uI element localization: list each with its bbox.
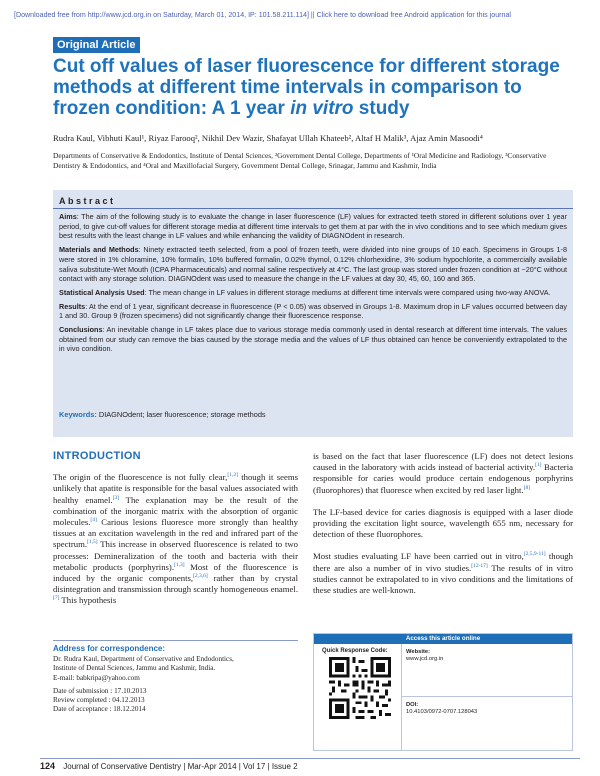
correspondence-email[interactable]: E-mail: babkripa@yahoo.com [53,673,140,682]
correspondence-block [53,640,298,714]
review-date: Review completed : 04.12.2013 [53,696,145,705]
intro-paragraph-2: is based on the fact that laser fluorescence (LF) does not detect lesions caused in the laboratory with acids instead of bacterial activity.[1] Bacteria responsible for caries would produce certain endogenous porphyrins (fluorophores) that fluoresce when excited by red laser light.[8] [313,451,573,495]
abstract-box [53,190,573,437]
download-banner-link[interactable]: [Downloaded free from http://www.jcd.org.in on Saturday, March 01, 2014, IP: 101.58.211.114] || Click here to download free Android application for this journal [14,11,511,19]
intro-paragraph-1: The origin of the fluorescence is not fully clear,[1,2] though it seems unlikely that apatite is responsible for the basal values associated with healthy enamel.[3] The explanation may be the result of the combination of the inorganic matrix with the absorption of organic molecules.[4] Carious lesions fluoresce more strongly than healthy tissues at an excitation wavelength in the red and infrared part of the spectrum.[1,5] This increase in observed fluorescence is related to two processes: Demineralization of the tooth and bacteria with their metabolic products (porphyrins).[1,3] Most of the fluorescence is induced by the organic components,[2,3,6] rather than by crystal disintegration and transmission through scantly homogeneous enamel.[7] This hypothesis [53,472,298,606]
qr-label: Quick Response Code: [322,648,388,654]
affiliations: Departments of Conservative & Endodontics, Institute of Dental Sciences, ²Government Dental College, Departments of ¹Oral Medicine and Radiology, ³Conservative Dentistry & Endodontics, and ⁴Oral and Maxillofacial Surgery, Government Dental College, Srinagar, Jammu and Kashmir, India [53,151,547,170]
abstract-methods: Materials and Methods: Ninety extracted teeth selected, from a pool of frozen teeth, were divided into nine groups of 10 each. Specimens in Groups 1-8 were stored in 1% chloramine, 10% formalin, 10% buffered formalin, 0.02% thymol, 0.12% chlorhexidine, 3% sodium hypochlorite, a commercially available saliva substitute-Wet Mouth (ICPA Pharmaceuticals) and normal saline respectively at 4°C. The last group was stored under frozen condition at −20°C without contact with any storage solution. DIAGNOdent was used to measure the change in the LF values at day 30, 45, 60, 160 and 365. [59,245,568,284]
article-type-badge: Original Article [53,37,140,53]
right-column [313,451,573,607]
doi-row [402,697,572,750]
acceptance-date: Date of acceptance : 18.12.2014 [53,705,146,714]
journal-info: Journal of Conservative Dentistry | Mar-Apr 2014 | Vol 17 | Issue 2 [63,762,298,771]
author-list: Rudra Kaul, Vibhuti Kaul¹, Riyaz Farooq², Nikhil Dev Wazir, Shafayat Ullah Khateeb², Altaf H Malik³, Ajaz Amin Masoodi⁴ [53,133,483,143]
website-link[interactable]: www.jcd.org.in [406,656,444,662]
abstract-statistics: Statistical Analysis Used: The mean change in LF values in different storage mediums at different time intervals were compared using two-way ANOVA. [59,287,551,297]
correspondence-heading: Address for correspondence: [53,644,166,653]
access-online-box [313,633,573,751]
website-row [402,644,572,697]
doi-link[interactable]: 10.4103/0972-0707.128043 [406,709,478,715]
doi-label: DOI: [406,702,419,708]
qr-section [314,644,402,750]
page-number: 124 [40,761,56,771]
abstract-body [59,212,567,358]
intro-paragraph-3: The LF-based device for caries diagnosis is equipped with a laser diode providing the excitation light source, wavelength 655 nm, necessary for detection of these fluorophores. [313,506,573,540]
article-title: Cut off values of laser fluorescence for different storage methods at different time intervals in comparison to frozen condition: A 1 year in vitro study [53,56,560,119]
article-info [402,644,572,750]
access-heading: Access this article online [314,634,572,644]
intro-paragraph-4: Most studies evaluating LF have been carried out in vitro,[2,5,9-11] though there are also a number of in vivo studies.[12-17] The results of in vitro studies cannot be extrapolated to in vivo conditions and the limitations of these studies are well-known. [313,551,573,596]
submission-date: Date of submission : 17.10.2013 [53,686,147,695]
abstract-divider [53,208,573,209]
left-column [53,451,298,618]
abstract-aims: Aims: The aim of the following study is to evaluate the change in laser fluorescence (LF) values for extracted teeth stored in different solutions over 1 year period, to give cut-off values for different storage media at different time intervals to get them at par with the in vivo conditions and to see which medium gives best results with the least change in LF values and while enhancing the validity of DIAGNOdent in research. [59,212,567,241]
correspondence-institute: Institute of Dental Sciences, Jammu and Kashmir, India. [53,664,216,673]
correspondence-name: Dr. Rudra Kaul, Department of Conservative and Endodontics, [53,655,234,664]
qr-code-icon[interactable] [329,657,391,719]
abstract-results: Results: At the end of 1 year, significant decrease in fluorescence (P < 0.05) was observed in Groups 1-8. Maximum drop in LF values occurred between day 1 and 30. Group 9 (frozen specimens) did not significantly change their fluorescence response. [59,301,567,321]
website-label: Website: [406,649,431,655]
introduction-heading: INTRODUCTION [53,450,141,462]
abstract-heading: Abstract [59,196,116,206]
abstract-conclusions: Conclusions: An inevitable change in LF takes place due to various storage media commonly used in dental research at different time intervals. The values obtained from our study can remove the bias caused by the storage media and the values of LF thus obtained can hence be conveniently extrapolated to the in vivo condition. [59,325,567,354]
page-footer [40,758,580,771]
keywords: Keywords: DIAGNOdent; laser fluorescence; storage methods [59,410,266,419]
